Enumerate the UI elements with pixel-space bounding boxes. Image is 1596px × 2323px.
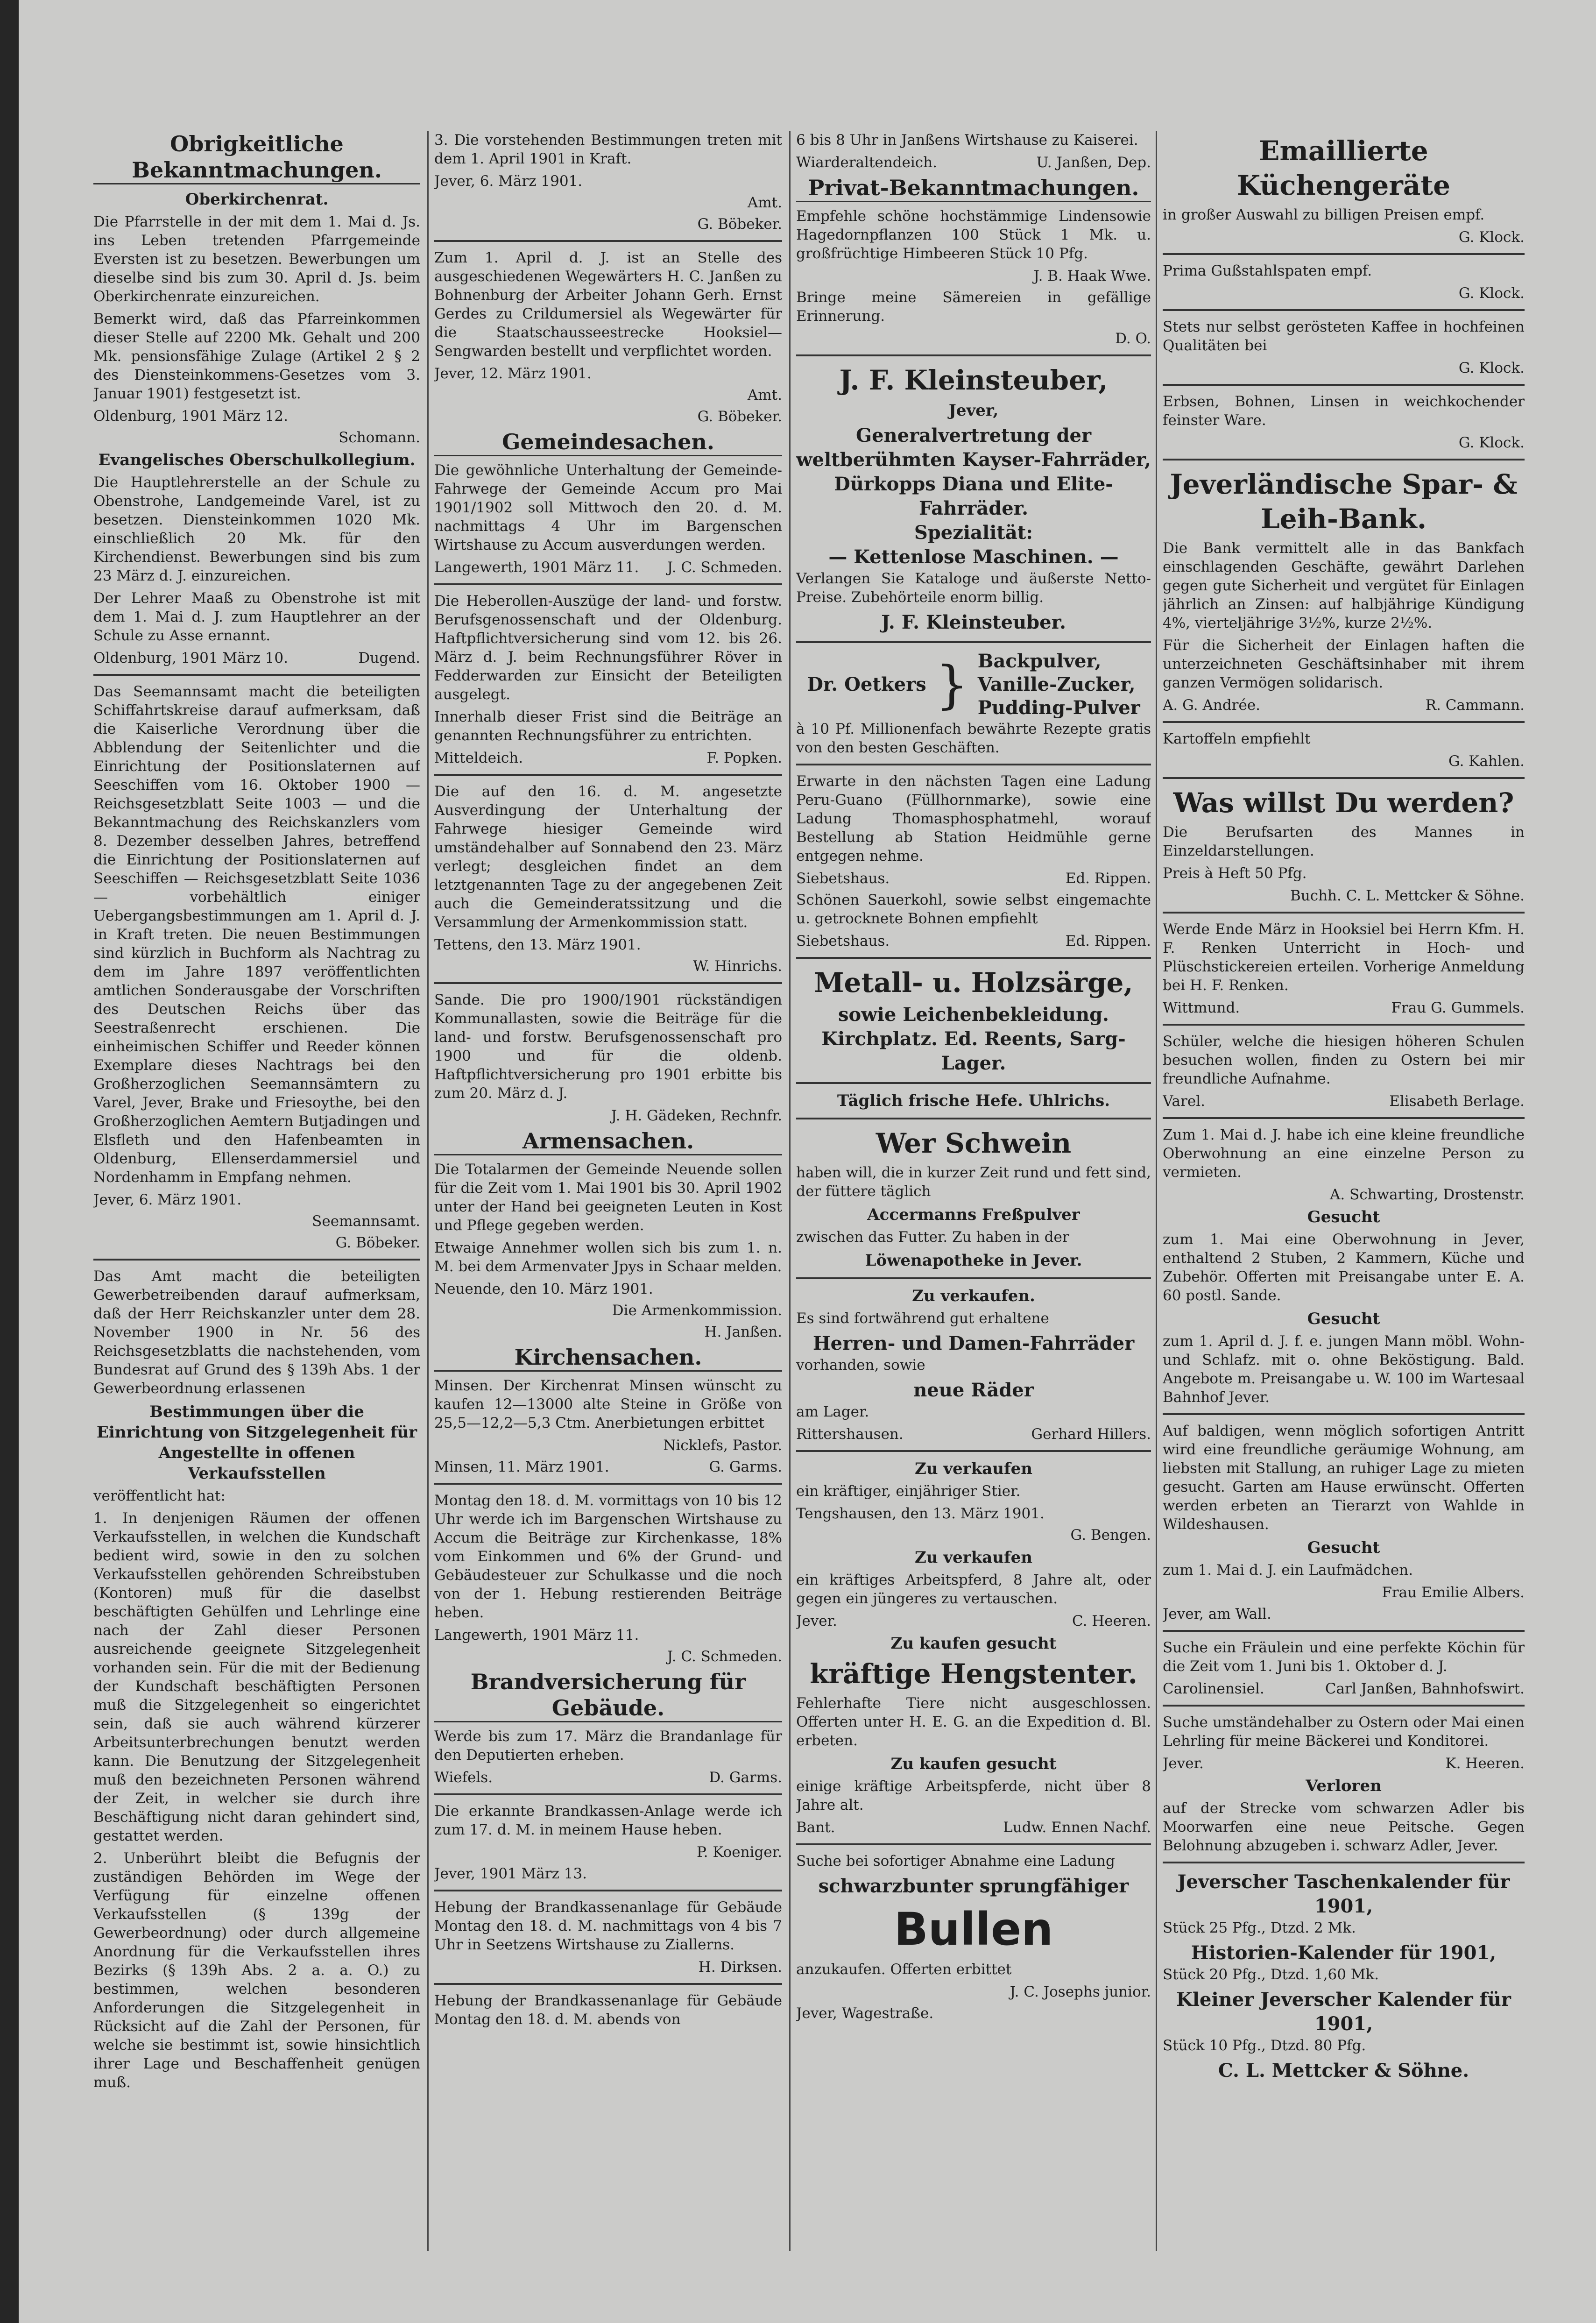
place-date-line [93, 649, 420, 667]
divider-rule [1163, 1117, 1525, 1119]
signature: Elisabeth Berlage. [1389, 1093, 1525, 1110]
notice-text: Stück 20 Pfg., Dtzd. 1,60 Mk. [1163, 1966, 1379, 1983]
column-1 [93, 131, 420, 2251]
signature: Nicklefs, Pastor. [663, 1437, 782, 1454]
notice-text: Schönen Sauerkohl, sowie selbst eingemachte u. getrocknete Bohnen empfiehlt [796, 892, 1151, 927]
notice-text: Das Amt macht die beteiligten Gewerbetreibenden darauf aufmerksam, daß der Herr Reichskanzler unter dem 28. November 1900 in Nr. 56 des Reichsgesetzblatts die nachstehenden, vom Bundesrat auf Grund des § 139h Abs. 1 der Gewerbeordnung erlassenen [93, 1268, 420, 1397]
place-date-line [434, 364, 782, 383]
notice-heading: Accermanns Freßpulver [867, 1205, 1080, 1224]
signature: U. Janßen, Dep. [1036, 154, 1151, 171]
divider-rule [1163, 459, 1525, 460]
column-rule [1156, 131, 1157, 2251]
notice-heading: Jever, [948, 401, 999, 420]
section-heading: Kirchensachen. [434, 1344, 782, 1372]
place-date-line [1163, 1092, 1525, 1111]
signature: Frau Emilie Albers. [1382, 1584, 1525, 1601]
place-date: Varel. [1163, 1093, 1205, 1110]
ad-headline: Wer Schwein [876, 1127, 1072, 1159]
place-date-line [796, 1504, 1151, 1523]
divider-rule [1163, 1413, 1525, 1415]
divider-rule [1163, 1862, 1525, 1863]
place-date-line [796, 1612, 1151, 1630]
divider-rule [434, 774, 782, 776]
signature: Amt. [747, 194, 782, 211]
notice-text: Minsen. Der Kirchenrat Minsen wünscht zu kaufen 12—13000 alte Steine in Größe von 25,5—12,2—5,3 Ctm. Anerbietungen erbittet [434, 1377, 782, 1431]
signature: G. Klock. [1458, 285, 1525, 302]
notice-text: Suche umständehalber zu Ostern oder Mai einen Lehrling für meine Bäckerei und Konditorei. [1163, 1714, 1525, 1749]
place-date: A. G. Andrée. [1163, 697, 1261, 714]
divider-rule [1163, 1705, 1525, 1707]
signature: J. C. Schmeden. [667, 559, 782, 576]
place-date-line [1163, 696, 1525, 715]
notice-text: auf der Strecke vom schwarzen Adler bis Moorwarfen eine neue Peitsche. Gegen Belohnung abzugeben i. schwarz Adler, Jever. [1163, 1800, 1525, 1854]
place-date-line [796, 932, 1151, 950]
place-date: Mitteldeich. [434, 750, 523, 766]
notice-heading: Bestimmungen über die Einrichtung von Sitzgelegenheit für Angestellte in offenen Verkaufsstellen [96, 1402, 417, 1483]
place-date: Siebetshaus. [796, 870, 890, 887]
place-date: Langewerth, 1901 März 11. [434, 559, 639, 576]
notice-text: einige kräftige Arbeitspferde, nicht über 8 Jahre alt. [796, 1778, 1151, 1813]
notice-text: Werde bis zum 17. März die Brandanlage für den Deputierten erheben. [434, 1728, 782, 1763]
divider-rule [434, 240, 782, 242]
notice-text: in großer Auswahl zu billigen Preisen empf. [1163, 206, 1485, 223]
notice-text: Montag den 18. d. M. vormittags von 10 bis 12 Uhr werde ich im Bargenschen Wirtshause zu Accum die Beiträge zur Kirchenkasse, 18% vom Einkommen und 6% der Grund- und Gebäudesteuer zur Schulkasse und die noch von der 1. Hebung restierenden Beiträge heben. [434, 1492, 782, 1621]
ad-subline: Kleiner Jeverscher Kalender für 1901, [1176, 1989, 1511, 2035]
notice-text: Die auf den 16. d. M. angesetzte Ausverdingung der Unterhaltung der Fahrwege hiesiger Gemeinde wird umständehalber auf Sonnabend den 23. März verlegt; desgleichen findet an dem letztgenannten Tage zu der angegebenen Zeit auch die Gemeinderatssitzung und die Versammlung der Armenkommission statt. [434, 783, 782, 931]
place-date: Bant. [796, 1819, 835, 1836]
place-date-line [434, 1864, 782, 1883]
notice-heading: Zu kaufen gesucht [890, 1634, 1057, 1653]
signature: D. O. [1115, 330, 1151, 347]
signature: Schomann. [339, 429, 420, 446]
place-date: Jever, am Wall. [1163, 1606, 1271, 1622]
divider-rule [796, 1450, 1151, 1452]
signature: J. B. Haak Wwe. [1033, 268, 1151, 284]
notice-text: Fehlerhafte Tiere nicht ausgeschlossen. Offerten unter H. E. G. an die Expedition d. Bl. erbeten. [796, 1695, 1151, 1749]
signature: R. Cammann. [1425, 697, 1525, 714]
place-date-line [1163, 1754, 1525, 1773]
signature: H. Dirksen. [698, 1959, 782, 1976]
divider-rule [1163, 912, 1525, 914]
notice-heading: Täglich frische Hefe. Uhlrichs. [837, 1091, 1110, 1110]
brand-name: Dr. Oetkers [807, 673, 926, 695]
divider-rule [796, 1843, 1151, 1845]
place-date-line [434, 1280, 782, 1298]
notice-text: Prima Gußstahlspaten empf. [1163, 262, 1372, 279]
place-date-line [93, 1190, 420, 1209]
notice-text: Erbsen, Bohnen, Linsen in weichkochender feinster Ware. [1163, 393, 1525, 429]
ad-subline: neue Räder [913, 1379, 1034, 1401]
notice-text: 3. Die vorstehenden Bestimmungen treten mit dem 1. April 1901 in Kraft. [434, 132, 782, 167]
signature: G. Klock. [1458, 229, 1525, 246]
divider-rule [1163, 721, 1525, 723]
notice-text: ein kräftiger, einjähriger Stier. [796, 1483, 1021, 1500]
notice-text: Suche ein Fräulein und eine perfekte Köchin für die Zeit vom 1. Juni bis 1. Oktober d. J. [1163, 1639, 1525, 1675]
notice-heading: Zu verkaufen. [912, 1287, 1035, 1305]
divider-rule [434, 583, 782, 585]
signature: F. Popken. [706, 750, 782, 766]
notice-text: 2. Unberührt bleibt die Befugnis der zuständigen Behörden im Wege der Verfügung für einzelne offenen Verkaufsstellen (§ 139g der Gewerbeordnung) oder durch allgemeine Anordnung für die Verkaufsstellen ihres Bezirks (§ 139h Abs. 2 a. a. O.) zu bestimmen, welchen besonderen Anforderungen die Sitzgelegenheit in Rücksicht auf die Zahl der Personen, für welche sie bestimmt ist, sowie hinsichtlich ihrer Lage und Beschaffenheit genügen muß. [93, 1850, 420, 2091]
divider-rule [796, 1082, 1151, 1084]
notice-text: Innerhalb dieser Frist sind die Beiträge an genannten Rechnungsführer zu entrichten. [434, 708, 782, 744]
ad-subline: Jeverscher Taschenkalender für 1901, [1177, 1871, 1510, 1917]
divider-rule [796, 957, 1151, 959]
signature: P. Koeniger. [697, 1844, 782, 1861]
place-date: Minsen, 11. März 1901. [434, 1459, 609, 1475]
notice-text: Die erkannte Brandkassen-Anlage werde ich zum 17. d. M. in meinem Hause heben. [434, 1803, 782, 1838]
notice-text: Die Heberollen-Auszüge der land- und forstw. Berufsgenossenschaft und der Oldenburg. Haftpflichtversicherung sind vom 12. bis 26. März d. J. beim Rechnungsführer Röver in Fedderwarden zur Einsicht der Beteiligten ausgelegt. [434, 593, 782, 703]
place-date: Rittershausen. [796, 1426, 904, 1443]
place-date: Jever. [1163, 1755, 1204, 1772]
place-date: Siebetshaus. [796, 933, 890, 949]
place-date: Wiarderaltendeich. [796, 154, 937, 171]
signature: J. C. Schmeden. [667, 1648, 782, 1665]
notice-heading: Oberkirchenrat. [185, 190, 329, 209]
signature: Ed. Rippen. [1065, 870, 1151, 887]
divider-rule [796, 1118, 1151, 1119]
section-heading: Obrigkeitliche Bekanntmachungen. [93, 131, 420, 184]
place-date: Oldenburg, 1901 März 12. [93, 408, 288, 425]
notice-heading: Gesucht [1307, 1538, 1380, 1557]
ad-headline: Metall- u. Holzsärge, [814, 967, 1133, 999]
place-date: Neuende, den 10. März 1901. [434, 1281, 653, 1297]
ad-headline: kräftige Hengstenter. [810, 1658, 1137, 1690]
notice-text: 6 bis 8 Uhr in Janßens Wirtshause zu Kaiserei. [796, 132, 1138, 149]
product-item: Backpulver, [977, 650, 1102, 672]
notice-text: Stets nur selbst gerösteten Kaffee in hochfeinen Qualitäten bei [1163, 319, 1525, 354]
brace-glyph: } [935, 655, 968, 715]
notice-text: Für die Sicherheit der Einlagen haften die unterzeichneten Geschäftsinhaber mit ihrem ganzen Vermögen solidarisch. [1163, 637, 1525, 691]
notice-text: Hebung der Brandkassenanlage für Gebäude Montag den 18. d. M. nachmittags von 4 bis 7 Uhr in Seetzens Wirtshause zu Ziallerns. [434, 1899, 782, 1953]
signature: G. Kahlen. [1448, 753, 1525, 770]
signature: G. Klock. [1458, 360, 1525, 376]
notice-text: am Lager. [796, 1403, 869, 1420]
divider-rule [1163, 309, 1525, 311]
notice-text: Hebung der Brandkassenanlage für Gebäude Montag den 18. d. M. abends von [434, 1992, 782, 2028]
section-heading: Armensachen. [434, 1128, 782, 1155]
divider-rule [1163, 1630, 1525, 1632]
signature: H. Janßen. [704, 1324, 782, 1340]
place-date: Jever, 6. März 1901. [434, 173, 583, 190]
notice-heading: Zu verkaufen [915, 1548, 1032, 1567]
notice-text: Empfehle schöne hochstämmige Lindensowie Hagedornpflanzen 100 Stück 1 Mk. u. großfrüchtige Himbeeren Stück 10 Pfg. [796, 208, 1151, 262]
divider-rule [796, 641, 1151, 643]
notice-text: Suche bei sofortiger Abnahme eine Ladung [796, 1853, 1115, 1870]
notice-text: Erwarte in den nächsten Tagen eine Ladung Peru-Guano (Füllhornmarke), sowie eine Ladung Thomasphosphatmehl, worauf Bestellung ab Station Heidmühle gerne entgegen nehme. [796, 773, 1151, 864]
signature: G. Klock. [1458, 434, 1525, 451]
signature: Seemannsamt. [312, 1213, 420, 1230]
ad-subline: Generalvertretung der weltberühmten Kayser-Fahrräder, Dürkopps Diana und Elite-Fahrräder. [796, 425, 1151, 519]
notice-text: veröffentlicht hat: [93, 1487, 226, 1504]
place-date-line [796, 2004, 1151, 2023]
notice-text: Schüler, welche die hiesigen höheren Schulen besuchen wollen, finden zu Ostern bei mir freundliche Aufnahme. [1163, 1033, 1525, 1087]
signature: Buchh. C. L. Mettcker & Söhne. [1290, 887, 1525, 904]
notice-text: Die Pfarrstelle in der mit dem 1. Mai d. Js. ins Leben tretenden Pfarrgemeinde Eversten ist zu besetzen. Bewerbungen um dieselbe sind bis zum 30. April d. Js. beim Oberkirchenrate einzureichen. [93, 213, 420, 305]
ad-headline: Jeverländische Spar- & Leih-Bank. [1170, 468, 1518, 535]
signature: Gerhard Hillers. [1031, 1426, 1151, 1443]
place-date: Carolinensiel. [1163, 1680, 1264, 1697]
notice-text: ein kräftiges Arbeitspferd, 8 Jahre alt, oder gegen ein jüngeres zu vertauschen. [796, 1572, 1151, 1607]
divider-rule [796, 354, 1151, 356]
signature: G. Böbeker. [335, 1234, 420, 1251]
section-heading: Privat-Bekanntmachungen. [796, 175, 1151, 202]
place-date-line [1163, 1679, 1525, 1698]
signature: W. Hinrichs. [693, 958, 782, 975]
place-date: Jever, 6. März 1901. [93, 1191, 242, 1208]
place-date: Tengshausen, den 13. März 1901. [796, 1505, 1045, 1522]
notice-text: Sande. Die pro 1900/1901 rückständigen Kommunallasten, sowie die Beiträge für die land- und forstw. Berufsgenossenschaft pro 1900 und für die oldenb. Haftpflichtversicherung pro 1901 erbitte bis zum 20. März d. J. [434, 992, 782, 1102]
place-date: Tettens, den 13. März 1901. [434, 936, 641, 953]
place-date: Jever, 12. März 1901. [434, 365, 592, 382]
place-date: Langewerth, 1901 März 11. [434, 1627, 639, 1643]
signature: Ludw. Ennen Nachf. [1003, 1819, 1151, 1836]
ad-headline: J. F. Kleinsteuber, [839, 364, 1108, 396]
place-date-line [434, 558, 782, 577]
ad-headline: Emaillierte Küchengeräte [1236, 135, 1451, 201]
divider-rule [1163, 253, 1525, 255]
divider-rule [1163, 777, 1525, 779]
notice-text: zwischen das Futter. Zu haben in der [796, 1229, 1069, 1246]
page-binding [0, 0, 19, 2323]
divider-rule [796, 1277, 1151, 1279]
divider-rule [93, 674, 420, 676]
notice-text: Auf baldigen, wenn möglich sofortigen Antritt wird eine freundliche geräumige Wohnung, am liebsten mit Stallung, an ruhiger Lage zu mieten gesucht. Garten am Hause erwünscht. Offerten werden erbeten an Tierarzt von Wahlde in Wildeshausen. [1163, 1423, 1525, 1533]
notice-text: Kartoffeln empfiehlt [1163, 730, 1311, 747]
notice-text: Die gewöhnliche Unterhaltung der Gemeinde-Fahrwege der Gemeinde Accum pro Mai 1901/1902 soll Mittwoch den 20. d. M. nachmittags 4 Uhr im Bargenschen Wirtshause zu Accum ausverdungen werden. [434, 462, 782, 553]
signature: G. Böbeker. [697, 216, 782, 233]
place-date-line [1163, 1605, 1525, 1623]
place-date-line [434, 1458, 782, 1476]
notice-text: 1. In denjenigen Räumen der offenen Verkaufsstellen, in welchen die Kundschaft bedient wird, sowie in den zu solchen Verkaufsstellen gehörenden Schreibstuben (Kontoren) muß für die daselbst beschäftigten Gehülfen und Lehrlinge eine nach der Zahl dieser Personen ausreichende geeignete Sitzgelegenheit vorhanden sein. Für die mit der Bedienung der Kundschaft beschäftigten Personen muß die Sitzgelegenheit so eingerichtet sein, daß sie auch während kürzerer Arbeitsunterbrechungen benutzt werden kann. Die Benutzung der Sitzgelegenheit muß den bezeichneten Personen während der Zeit, in welcher sie durch ihre Beschäftigung nicht daran gehindert sind, gestattet werden. [93, 1510, 420, 1844]
notice-text: zum 1. April d. J. f. e. jungen Mann möbl. Wohn- und Schlafz. mit o. ohne Beköstigung. Bald. Angebote m. Preisangabe u. W. 100 im Wartesaal Bahnhof Jever. [1163, 1333, 1525, 1406]
place-date: Jever, Wagestraße. [796, 2005, 934, 2022]
signature: Frau G. Gummels. [1391, 999, 1525, 1016]
place-date-line [796, 1818, 1151, 1837]
notice-text: zum 1. Mai eine Oberwohnung in Jever, enthaltend 2 Stuben, 2 Kammern, Küche und Zubehör. Offerten mit Preisangabe unter E. A. 60 postl. Sande. [1163, 1231, 1525, 1304]
signature: G. Böbeker. [697, 408, 782, 425]
notice-text: Zum 1. April d. J. ist an Stelle des ausgeschiedenen Wegewärters H. C. Janßen zu Bohnenburg der Arbeiter Johann Gerh. Ernst Gerdes zu Crildumersiel als Wegewärter für die Staatschausseestrecke Hooksiel—Sengwarden bestellt und verpflichtet worden. [434, 249, 782, 360]
notice-text: Zum 1. Mai d. J. habe ich eine kleine freundliche Oberwohnung an eine einzelne Person zu vermieten. [1163, 1126, 1525, 1181]
signature: Carl Janßen, Bahnhofswirt. [1325, 1680, 1525, 1697]
notice-text: Es sind fortwährend gut erhaltene [796, 1310, 1049, 1327]
signature: K. Heeren. [1445, 1755, 1525, 1772]
place-date: Jever, 1901 März 13. [434, 1865, 587, 1882]
notice-heading: Verloren [1306, 1777, 1382, 1795]
divider-rule [93, 1259, 420, 1261]
place-date-line [434, 749, 782, 767]
notice-text: Verlangen Sie Kataloge und äußerste Netto-Preise. Zubehörteile enorm billig. [796, 570, 1151, 606]
ad-subline: schwarzbunter sprungfähiger [818, 1875, 1129, 1897]
place-date-line [434, 1768, 782, 1787]
place-date-line [1163, 999, 1525, 1017]
column-3 [796, 131, 1151, 2251]
section-heading: Brandversicherung für Gebäude. [434, 1669, 782, 1722]
divider-rule [434, 1983, 782, 1985]
notice-text: Bringe meine Sämereien in gefällige Erinnerung. [796, 289, 1151, 325]
product-list [978, 650, 1140, 720]
place-date: Wiefels. [434, 1769, 493, 1786]
column-4 [1163, 131, 1525, 2251]
ad-subline: sowie Leichenbekleidung. [838, 1004, 1109, 1026]
signature: Ed. Rippen. [1065, 933, 1151, 949]
place-date-line [796, 869, 1151, 888]
notice-text: Die Bank vermittelt alle in das Bankfach einschlagenden Geschäfte, gewährt Darlehen gegen gute Sicherheit und vergütet für Einlagen jährlich an Zinsen: auf halbjährige Kündigung 4%, vierteljährige 3½%, kurze 2½%. [1163, 540, 1525, 631]
signature: C. Heeren. [1072, 1613, 1151, 1629]
notice-text: Werde Ende März in Hooksiel bei Herrn Kfm. H. F. Renken Unterricht in Hoch- und Plüschstickereien erteilen. Vorherige Anmeldung bei H. F. Renken. [1163, 921, 1525, 994]
divider-rule [434, 1793, 782, 1795]
notice-heading: Zu kaufen gesucht [890, 1755, 1057, 1773]
notice-text: Preis à Heft 50 Pfg. [1163, 865, 1307, 882]
divider-rule [434, 1890, 782, 1891]
notice-text: zum 1. Mai d. J. ein Laufmädchen. [1163, 1562, 1413, 1579]
product-item: Vanille-Zucker, [977, 673, 1136, 695]
signature: J. H. Gädeken, Rechnfr. [611, 1107, 782, 1124]
divider-rule [1163, 384, 1525, 386]
ad-subline: J. F. Kleinsteuber. [881, 611, 1066, 633]
notice-text: Der Lehrer Maaß zu Obenstrohe ist mit dem 1. Mai d. J. zum Hauptlehrer an der Schule zu Asse ernannt. [93, 590, 420, 644]
notice-text: Stück 10 Pfg., Dtzd. 80 Pfg. [1163, 2037, 1366, 2054]
place-date-line [93, 407, 420, 425]
ad-headline: Was willst Du werden? [1173, 787, 1514, 819]
notice-heading: Evangelisches Oberschulkollegium. [98, 451, 416, 469]
signature: Die Armenkommission. [612, 1302, 782, 1319]
notice-text: vorhanden, sowie [796, 1357, 925, 1374]
place-date: Jever. [796, 1613, 837, 1629]
place-date-line [796, 153, 1151, 172]
notice-text: à 10 Pf. Millionenfach bewährte Rezepte gratis von den besten Geschäften. [796, 721, 1151, 756]
divider-rule [434, 1483, 782, 1485]
notice-text: Die Berufsarten des Mannes in Einzeldarstellungen. [1163, 824, 1525, 859]
place-date: Oldenburg, 1901 März 10. [93, 650, 288, 666]
ad-subline: C. L. Mettcker & Söhne. [1218, 2060, 1469, 2082]
notice-text: Das Seemannsamt macht die beteiligten Schiffahrtskreise darauf aufmerksam, daß die Kaiserliche Verordnung über die Abblendung der Seitenlichter und die Einrichtung der Positionslaternen auf Seeschiffen vom 16. Oktober 1900 — Reichsgesetzblatt Seite 1003 — und die Bekanntmachung des Reichskanzlers vom 8. Dezember desselben Jahres, betreffend die Einrichtung der Positionslaternen auf Seeschiffen — Reichsgesetzblatt Seite 1036 — vorbehältlich einiger Uebergangsbestimmungen am 1. April d. J. in Kraft treten. Die neuen Bestimmungen sind kürzlich in Buchform als Nachtrag zu dem im Jahre 1897 veröffentlichten amtlichen Sonderausgabe der Vorschriften des Deutschen Reichs über das Seestraßenrecht erschienen. Die einheimischen Schiffer und Reeder können Exemplare dieses Nachtrags bei den Großherzoglichen Seemannsämtern zu Varel, Jever, Brake und Friesoythe, bei den Großherzoglichen Aemtern Butjadingen und Elsfleth und den Hafenbeamten in Oldenburg, Ellenserdammersiel und Nordenhamm in Empfang nehmen. [93, 683, 420, 1186]
signature: G. Bengen. [1070, 1527, 1151, 1544]
place-date-line [796, 1425, 1151, 1444]
section-heading: Gemeindesachen. [434, 429, 782, 456]
ad-subline: Spezialität: [914, 522, 1033, 544]
notice-text: Stück 25 Pfg., Dtzd. 2 Mk. [1163, 1919, 1356, 1936]
place-date-line [434, 1626, 782, 1644]
divider-rule [796, 764, 1151, 765]
notice-text: Bemerkt wird, daß das Pfarreinkommen dieser Stelle auf 2200 Mk. Gehalt und 200 Mk. pensionsfähige Zulage (Artikel 2 § 2 des Diensteinkommens-Gesetzes vom 3. Januar 1901) festgesetzt ist. [93, 311, 420, 402]
column-rule [427, 131, 429, 2251]
notice-heading: Zu verkaufen [915, 1459, 1032, 1478]
column-2 [434, 131, 782, 2251]
ad-display-word: Bullen [894, 1903, 1053, 1955]
divider-rule [1163, 1024, 1525, 1026]
notice-heading: Gesucht [1307, 1208, 1380, 1226]
signature: Dugend. [358, 650, 420, 666]
signature: J. C. Josephs junior. [1010, 1983, 1151, 2000]
notice-text: Etwaige Annehmer wollen sich bis zum 1. n. M. bei dem Armenvater Jpys in Schaar melden. [434, 1239, 782, 1275]
ad-subline: Historien-Kalender für 1901, [1191, 1942, 1497, 1964]
notice-text: Die Hauptlehrerstelle an der Schule zu Obenstrohe, Landgemeinde Varel, ist zu besetzen. Diensteinkommen 1020 Mk. einschließlich 20 Mk. für den Kirchendienst. Bewerbungen sind bis zum 23 März d. J. einzureichen. [93, 474, 420, 584]
signature: A. Schwarting, Drostenstr. [1329, 1186, 1525, 1203]
place-date: Wittmund. [1163, 999, 1240, 1016]
oetker-ad [796, 650, 1151, 720]
notice-text: anzukaufen. Offerten erbittet [796, 1961, 1012, 1978]
column-rule [789, 131, 791, 2251]
product-item: Pudding-Pulver [977, 697, 1140, 719]
notice-heading: Löwenapotheke in Jever. [865, 1251, 1082, 1270]
notice-text: Die Totalarmen der Gemeinde Neuende sollen für die Zeit vom 1. Mai 1901 bis 30. April 1902 unter der Hand bei geeigneten Leuten in Kost und Pflege gegeben werden. [434, 1161, 782, 1234]
signature: Amt. [747, 387, 782, 404]
notice-heading: Gesucht [1307, 1310, 1380, 1328]
notice-text: haben will, die in kurzer Zeit rund und fett sind, der füttere täglich [796, 1164, 1151, 1200]
signature: G. Garms. [709, 1459, 782, 1475]
ad-subline: Herren- und Damen-Fahrräder [812, 1332, 1135, 1354]
ad-subline: — Kettenlose Maschinen. — [828, 546, 1119, 568]
divider-rule [434, 982, 782, 984]
ad-subline: Kirchplatz. Ed. Reents, Sarg-Lager. [821, 1028, 1126, 1074]
signature: D. Garms. [709, 1769, 782, 1786]
place-date-line [434, 935, 782, 954]
place-date-line [434, 172, 782, 191]
